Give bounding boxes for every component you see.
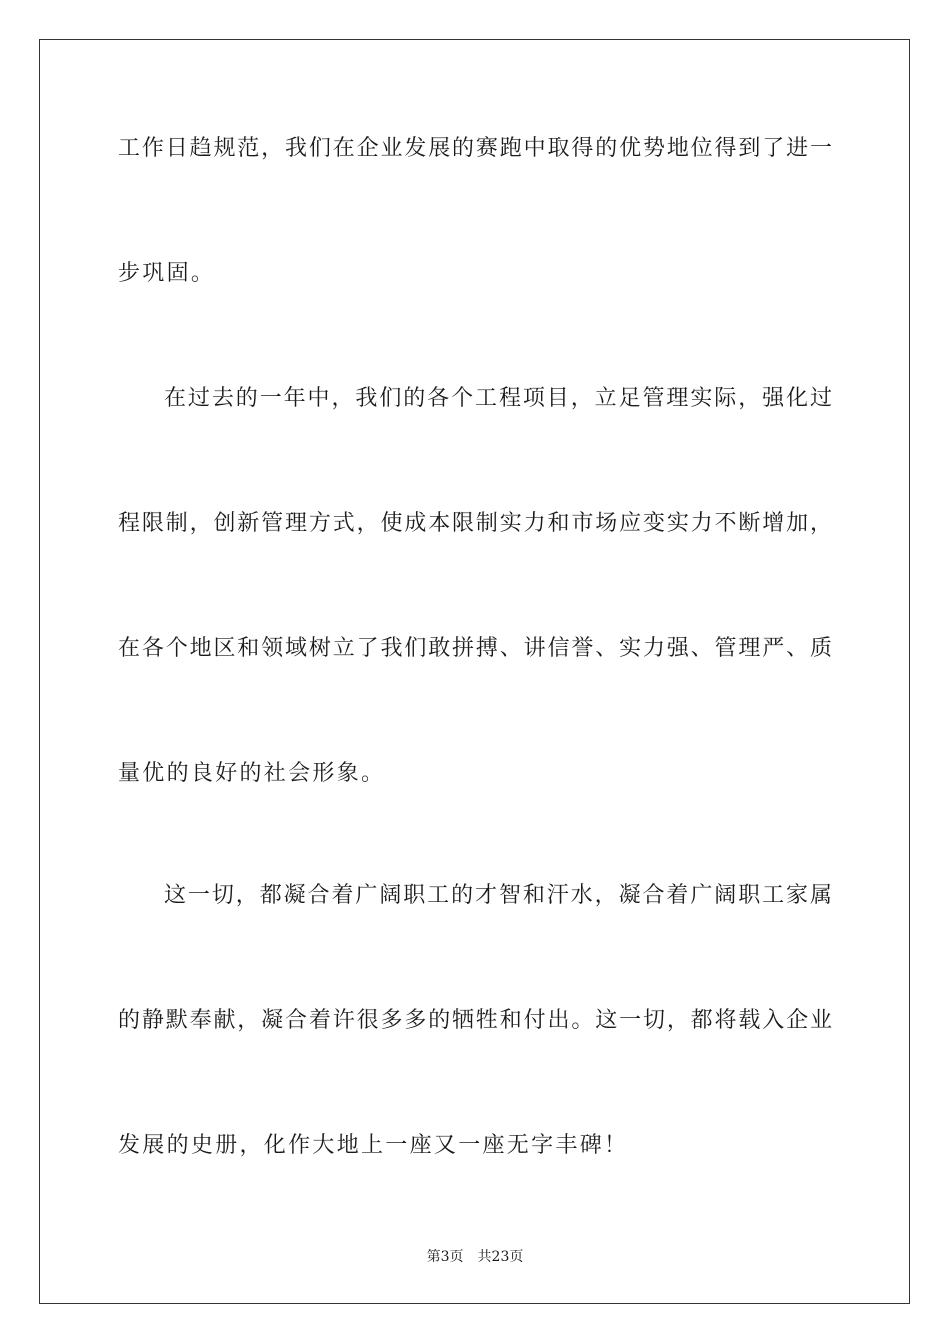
- page-total: 共23页: [477, 1249, 524, 1265]
- paragraph-line: 这一切，都凝合着广阔职工的才智和汗水，凝合着广阔职工家属: [164, 883, 832, 908]
- paragraph-line: 在各个地区和领域树立了我们敢拼搏、讲信誉、实力强、管理严、质: [118, 636, 832, 661]
- paragraph-line: 步巩固。: [118, 261, 216, 286]
- paragraph-line: 在过去的一年中，我们的各个工程项目，立足管理实际，强化过: [164, 386, 832, 411]
- page-border: [39, 39, 910, 1304]
- paragraph-line: 程限制，创新管理方式，使成本限制实力和市场应变实力不断增加，: [118, 511, 832, 536]
- paragraph-line: 的静默奉献，凝合着许很多多的牺牲和付出。这一切，都将载入企业: [118, 1008, 832, 1033]
- paragraph-line: 工作日趋规范，我们在企业发展的赛跑中取得的优势地位得到了进一: [118, 136, 832, 161]
- paragraph-line: 发展的史册，化作大地上一座又一座无字丰碑！: [118, 1133, 629, 1158]
- page-number: 第3页: [426, 1249, 464, 1265]
- paragraph-line: 量优的良好的社会形象。: [118, 761, 386, 786]
- page-footer: [0, 1248, 950, 1266]
